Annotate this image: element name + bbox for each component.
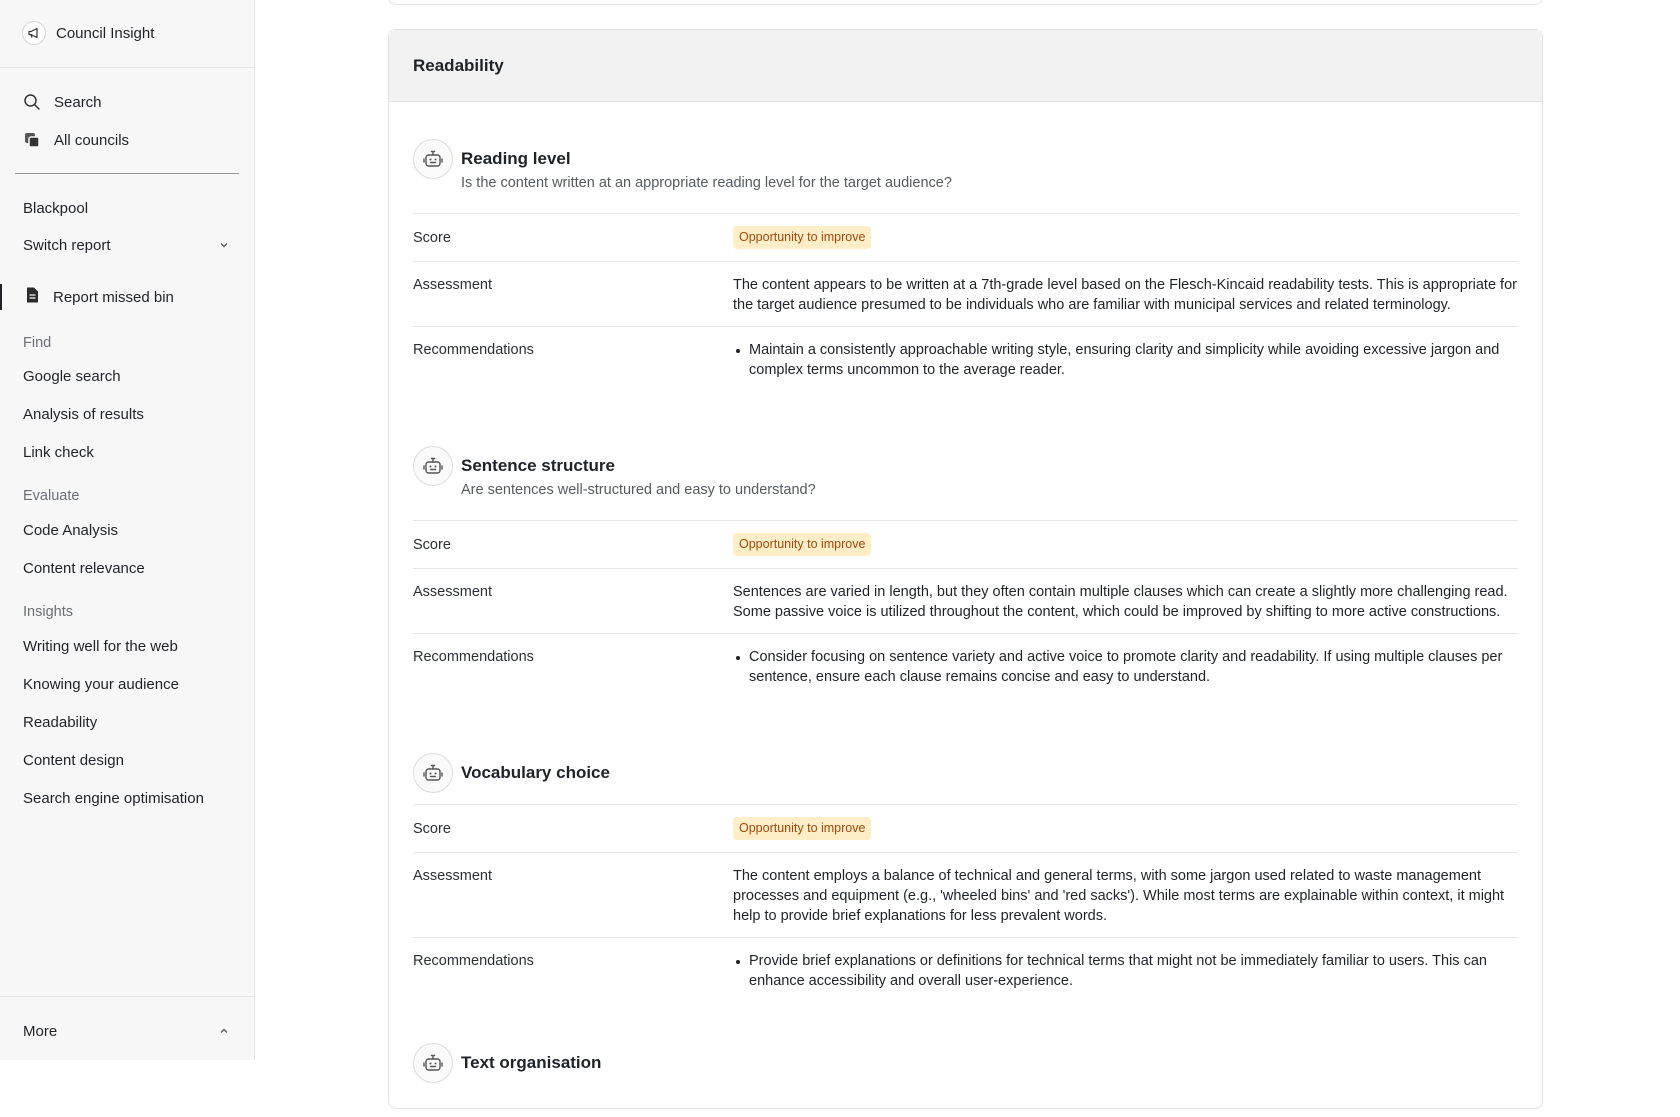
divider bbox=[15, 173, 239, 174]
recommendation-item: Maintain a consistently approachable writing style, ensuring clarity and simplicity while avoiding excessive jargon and complex terms uncommon to the average reader. bbox=[733, 340, 1518, 380]
score-label: Score bbox=[413, 537, 451, 553]
section-header bbox=[413, 139, 1518, 213]
section-title: Vocabulary choice bbox=[461, 763, 610, 782]
assessment-row bbox=[413, 852, 1518, 937]
search-icon bbox=[22, 92, 42, 112]
score-label: Score bbox=[413, 230, 451, 246]
switch-report-dropdown[interactable] bbox=[23, 235, 230, 255]
status-badge: Opportunity to improve bbox=[733, 226, 871, 249]
nav-knowing-audience[interactable]: Knowing your audience bbox=[23, 676, 179, 693]
nav-link-check[interactable]: Link check bbox=[23, 444, 94, 461]
assessment-row bbox=[413, 261, 1518, 326]
main-content bbox=[255, 0, 1680, 1072]
megaphone-icon bbox=[22, 21, 46, 45]
section-header bbox=[413, 1043, 1518, 1117]
all-councils-label: All councils bbox=[54, 131, 130, 149]
recommendation-item: Provide brief explanations or definitions for technical terms that might not be immediately familiar to users. This can enhance accessibility and overall user-experience. bbox=[733, 951, 1518, 991]
section-title: Reading level bbox=[461, 149, 571, 168]
nav-readability[interactable]: Readability bbox=[23, 714, 98, 731]
nav-content-design[interactable]: Content design bbox=[23, 752, 124, 769]
assessment-text: Sentences are varied in length, but they often contain multiple clauses which can create a slightly more challenging read. Some passive voice is utilized throughout the content, which could be improved by shifting to more active constructions. bbox=[733, 584, 1508, 620]
nav-seo[interactable]: Search engine optimisation bbox=[23, 790, 204, 807]
recommendations-value bbox=[733, 647, 1518, 687]
recommendations-label: Recommendations bbox=[413, 953, 534, 969]
sidebar bbox=[0, 0, 255, 1060]
robot-icon bbox=[413, 139, 453, 179]
score-row bbox=[413, 804, 1518, 852]
stack-icon bbox=[22, 130, 42, 150]
robot-icon bbox=[413, 1043, 453, 1083]
switch-report-label: Switch report bbox=[23, 236, 111, 254]
nav-analysis-of-results[interactable]: Analysis of results bbox=[23, 406, 144, 423]
nav-content-relevance[interactable]: Content relevance bbox=[23, 560, 145, 577]
section-title: Sentence structure bbox=[461, 456, 615, 475]
nav-google-search[interactable]: Google search bbox=[23, 368, 121, 385]
recommendation-item: Consider focusing on sentence variety and active voice to promote clarity and readability. If using multiple clauses per sentence, ensure each clause remains concise and easy to understand. bbox=[733, 647, 1518, 687]
group-heading-find: Find bbox=[23, 335, 52, 351]
section-reading-level bbox=[413, 139, 1518, 391]
nav-code-analysis[interactable]: Code Analysis bbox=[23, 522, 119, 539]
score-label: Score bbox=[413, 821, 451, 837]
score-value bbox=[733, 226, 1518, 249]
chevron-up-icon bbox=[218, 1025, 230, 1037]
brand-name: Council Insight bbox=[56, 24, 155, 42]
recommendations-label: Recommendations bbox=[413, 342, 534, 358]
recommendations-row bbox=[413, 633, 1518, 698]
assessment-label: Assessment bbox=[413, 584, 492, 600]
robot-icon bbox=[413, 446, 453, 486]
more-menu-toggle[interactable] bbox=[23, 1021, 230, 1041]
active-report-label: Report missed bin bbox=[53, 288, 174, 306]
recommendations-value bbox=[733, 340, 1518, 380]
assessment-text: The content employs a balance of technical and general terms, with some jargon used related to waste management processes and equipment (e.g., 'wheeled bins' and 'red sacks'). While most terms are explainable within context, it might help to provide brief explanations for less prevalent words. bbox=[733, 868, 1505, 924]
active-indicator bbox=[0, 284, 2, 310]
recommendations-row bbox=[413, 326, 1518, 391]
readability-card bbox=[388, 29, 1543, 1109]
section-header bbox=[413, 446, 1518, 520]
robot-icon bbox=[413, 753, 453, 793]
section-question: Are sentences well-structured and easy to understand? bbox=[461, 482, 816, 498]
assessment-row bbox=[413, 568, 1518, 633]
council-name[interactable]: Blackpool bbox=[23, 200, 89, 217]
assessment-text: The content appears to be written at a 7th-grade level based on the Flesch-Kincaid readability tests. This is appropriate for the target audience presumed to be individuals who are familiar with municipal services and related terminology. bbox=[733, 277, 1517, 313]
recommendations-row bbox=[413, 937, 1518, 1002]
search-label: Search bbox=[54, 93, 102, 111]
assessment-label: Assessment bbox=[413, 868, 492, 884]
status-badge: Opportunity to improve bbox=[733, 817, 871, 840]
score-row bbox=[413, 213, 1518, 261]
score-row bbox=[413, 520, 1518, 568]
divider bbox=[0, 67, 254, 68]
all-councils-link[interactable] bbox=[22, 128, 129, 152]
chevron-down-icon bbox=[218, 239, 230, 251]
section-sentence-structure bbox=[413, 446, 1518, 698]
search-link[interactable] bbox=[22, 90, 102, 114]
recommendations-value bbox=[733, 951, 1518, 991]
score-value bbox=[733, 533, 1518, 556]
nav-writing-well[interactable]: Writing well for the web bbox=[23, 638, 178, 655]
more-label: More bbox=[23, 1022, 58, 1040]
document-icon bbox=[23, 286, 41, 308]
active-report[interactable] bbox=[23, 287, 174, 307]
card-header bbox=[389, 30, 1542, 102]
section-text-organisation bbox=[413, 1043, 1518, 1117]
score-value bbox=[733, 817, 1518, 840]
status-badge: Opportunity to improve bbox=[733, 533, 871, 556]
previous-card bbox=[388, 0, 1543, 5]
card-title: Readability bbox=[413, 55, 504, 75]
brand[interactable] bbox=[22, 20, 154, 46]
section-header bbox=[413, 753, 1518, 804]
recommendations-label: Recommendations bbox=[413, 649, 534, 665]
section-question: Is the content written at an appropriate reading level for the target audience? bbox=[461, 175, 952, 191]
section-title: Text organisation bbox=[461, 1053, 602, 1072]
divider bbox=[0, 996, 254, 997]
group-heading-insights: Insights bbox=[23, 604, 73, 620]
section-vocabulary-choice bbox=[413, 753, 1518, 1002]
assessment-label: Assessment bbox=[413, 277, 492, 293]
group-heading-evaluate: Evaluate bbox=[23, 488, 80, 504]
